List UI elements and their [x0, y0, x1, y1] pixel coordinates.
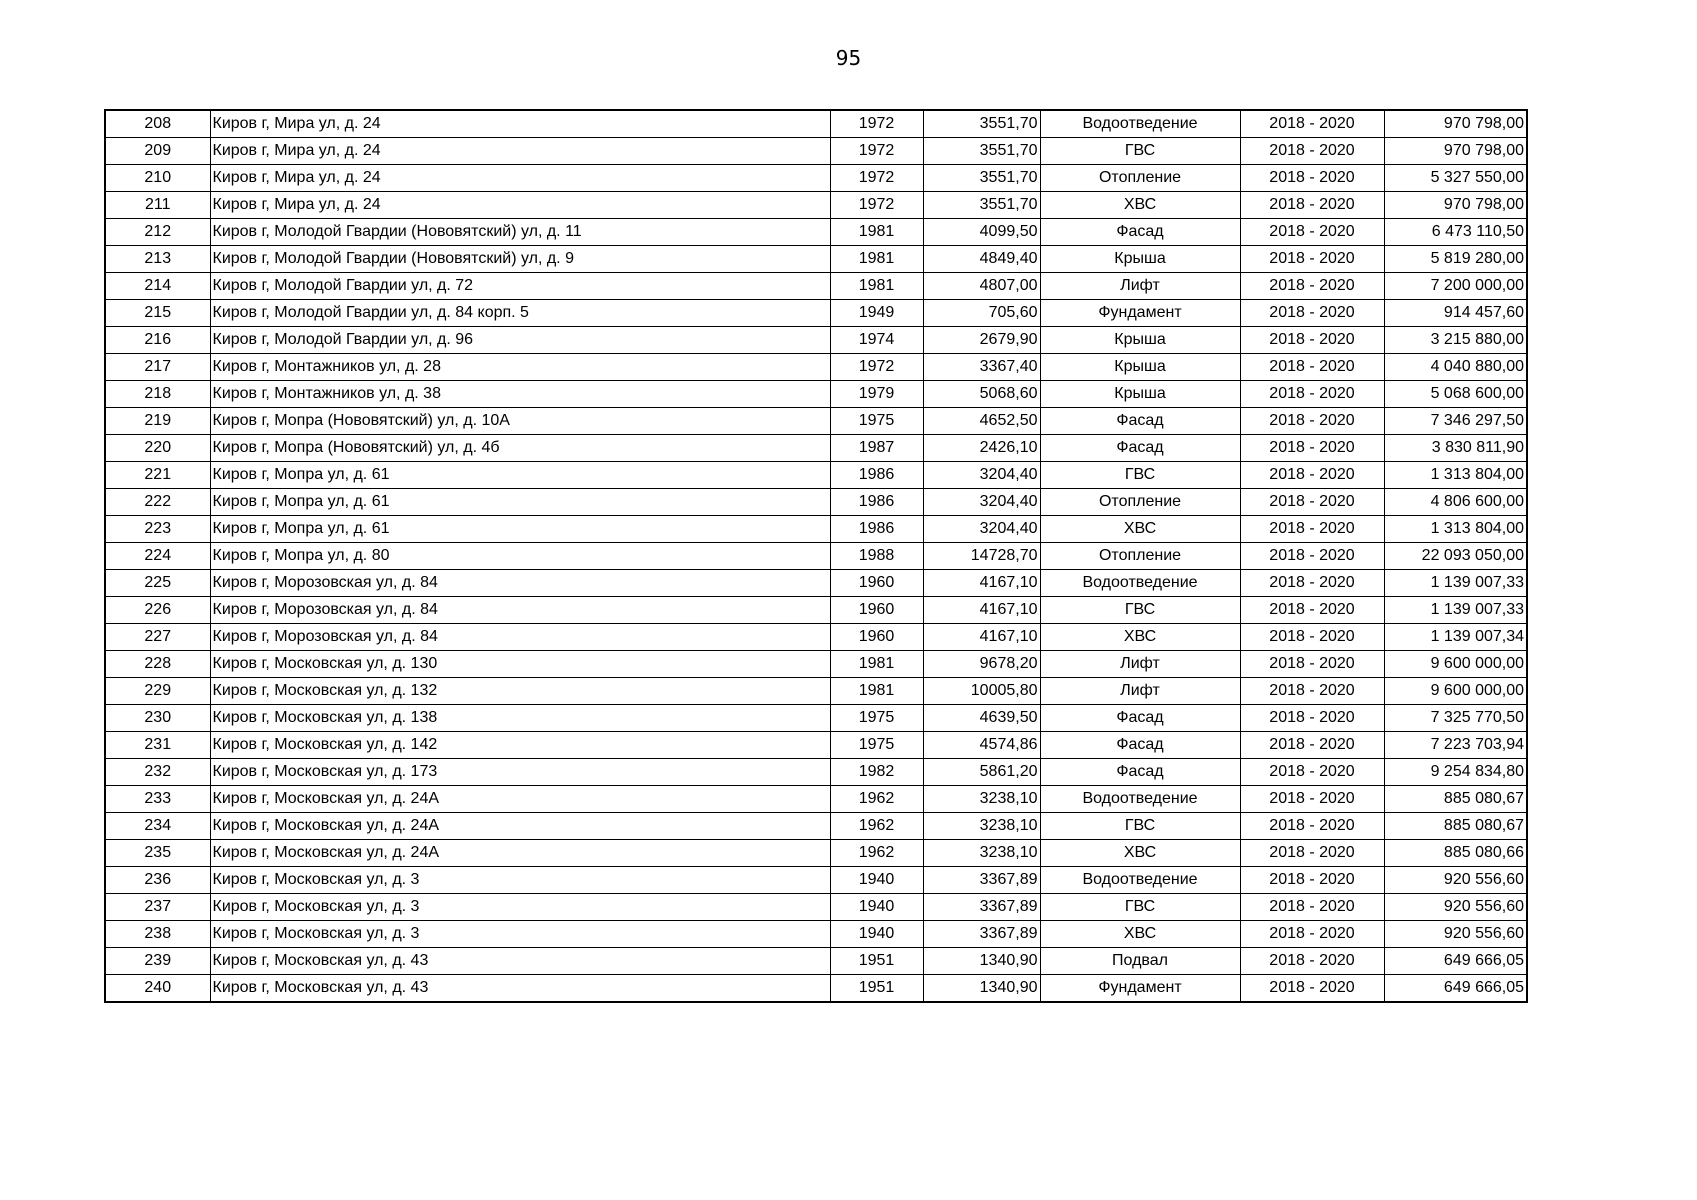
year-built-cell: 1975 [830, 705, 923, 732]
row-number-cell: 219 [105, 408, 210, 435]
year-built-cell: 1975 [830, 732, 923, 759]
row-number-cell: 235 [105, 840, 210, 867]
year-built-cell: 1974 [830, 327, 923, 354]
address-cell: Киров г, Мопра ул, д. 61 [210, 489, 830, 516]
table-row [105, 975, 1527, 1003]
row-number-cell: 211 [105, 192, 210, 219]
address-cell: Киров г, Московская ул, д. 138 [210, 705, 830, 732]
row-number-cell: 221 [105, 462, 210, 489]
year-built-cell: 1981 [830, 678, 923, 705]
table-row [105, 867, 1527, 894]
area-cell: 4639,50 [923, 705, 1040, 732]
year-built-cell: 1982 [830, 759, 923, 786]
row-number-cell: 240 [105, 975, 210, 1003]
work-type-cell: ХВС [1040, 516, 1240, 543]
period-cell: 2018 - 2020 [1240, 786, 1384, 813]
table-row [105, 246, 1527, 273]
work-type-cell: Водоотведение [1040, 786, 1240, 813]
period-cell: 2018 - 2020 [1240, 570, 1384, 597]
period-cell: 2018 - 2020 [1240, 381, 1384, 408]
table-row [105, 435, 1527, 462]
address-cell: Киров г, Морозовская ул, д. 84 [210, 597, 830, 624]
row-number-cell: 222 [105, 489, 210, 516]
cost-cell: 885 080,66 [1384, 840, 1527, 867]
year-built-cell: 1981 [830, 273, 923, 300]
row-number-cell: 227 [105, 624, 210, 651]
table-row [105, 543, 1527, 570]
work-type-cell: Фасад [1040, 759, 1240, 786]
address-cell: Киров г, Мира ул, д. 24 [210, 192, 830, 219]
cost-cell: 9 254 834,80 [1384, 759, 1527, 786]
work-type-cell: Подвал [1040, 948, 1240, 975]
table-row [105, 300, 1527, 327]
year-built-cell: 1972 [830, 110, 923, 138]
address-cell: Киров г, Монтажников ул, д. 38 [210, 381, 830, 408]
work-type-cell: ГВС [1040, 894, 1240, 921]
work-type-cell: Отопление [1040, 165, 1240, 192]
table-row [105, 408, 1527, 435]
area-cell: 3367,89 [923, 894, 1040, 921]
address-cell: Киров г, Мира ул, д. 24 [210, 110, 830, 138]
cost-cell: 920 556,60 [1384, 921, 1527, 948]
row-number-cell: 210 [105, 165, 210, 192]
cost-cell: 7 346 297,50 [1384, 408, 1527, 435]
page-number: 95 [835, 46, 862, 70]
year-built-cell: 1986 [830, 462, 923, 489]
area-cell: 3204,40 [923, 516, 1040, 543]
year-built-cell: 1951 [830, 948, 923, 975]
table-row [105, 705, 1527, 732]
cost-cell: 9 600 000,00 [1384, 678, 1527, 705]
cost-cell: 1 313 804,00 [1384, 462, 1527, 489]
row-number-cell: 216 [105, 327, 210, 354]
year-built-cell: 1981 [830, 219, 923, 246]
table-row [105, 597, 1527, 624]
period-cell: 2018 - 2020 [1240, 894, 1384, 921]
cost-cell: 970 798,00 [1384, 192, 1527, 219]
work-type-cell: Крыша [1040, 246, 1240, 273]
area-cell: 2679,90 [923, 327, 1040, 354]
address-cell: Киров г, Мопра ул, д. 61 [210, 462, 830, 489]
period-cell: 2018 - 2020 [1240, 489, 1384, 516]
area-cell: 3551,70 [923, 138, 1040, 165]
area-cell: 3551,70 [923, 165, 1040, 192]
address-cell: Киров г, Московская ул, д. 3 [210, 894, 830, 921]
work-type-cell: ГВС [1040, 462, 1240, 489]
area-cell: 4574,86 [923, 732, 1040, 759]
address-cell: Киров г, Московская ул, д. 24А [210, 840, 830, 867]
cost-cell: 1 139 007,33 [1384, 597, 1527, 624]
period-cell: 2018 - 2020 [1240, 165, 1384, 192]
address-cell: Киров г, Московская ул, д. 130 [210, 651, 830, 678]
address-cell: Киров г, Молодой Гвардии ул, д. 96 [210, 327, 830, 354]
address-cell: Киров г, Мопра (Нововятский) ул, д. 4б [210, 435, 830, 462]
period-cell: 2018 - 2020 [1240, 435, 1384, 462]
work-type-cell: Крыша [1040, 354, 1240, 381]
table-row [105, 921, 1527, 948]
year-built-cell: 1960 [830, 570, 923, 597]
cost-cell: 7 200 000,00 [1384, 273, 1527, 300]
cost-cell: 6 473 110,50 [1384, 219, 1527, 246]
address-cell: Киров г, Московская ул, д. 132 [210, 678, 830, 705]
work-type-cell: Отопление [1040, 543, 1240, 570]
year-built-cell: 1940 [830, 867, 923, 894]
cost-cell: 7 325 770,50 [1384, 705, 1527, 732]
cost-cell: 3 215 880,00 [1384, 327, 1527, 354]
table-row [105, 840, 1527, 867]
cost-cell: 1 139 007,34 [1384, 624, 1527, 651]
year-built-cell: 1986 [830, 489, 923, 516]
table-row [105, 570, 1527, 597]
table-row [105, 327, 1527, 354]
year-built-cell: 1960 [830, 624, 923, 651]
year-built-cell: 1988 [830, 543, 923, 570]
address-cell: Киров г, Молодой Гвардии ул, д. 72 [210, 273, 830, 300]
table-row [105, 138, 1527, 165]
row-number-cell: 208 [105, 110, 210, 138]
row-number-cell: 234 [105, 813, 210, 840]
period-cell: 2018 - 2020 [1240, 462, 1384, 489]
year-built-cell: 1986 [830, 516, 923, 543]
row-number-cell: 209 [105, 138, 210, 165]
table-row [105, 516, 1527, 543]
row-number-cell: 238 [105, 921, 210, 948]
period-cell: 2018 - 2020 [1240, 543, 1384, 570]
period-cell: 2018 - 2020 [1240, 705, 1384, 732]
address-cell: Киров г, Московская ул, д. 43 [210, 948, 830, 975]
year-built-cell: 1949 [830, 300, 923, 327]
period-cell: 2018 - 2020 [1240, 354, 1384, 381]
address-cell: Киров г, Молодой Гвардии (Нововятский) ул, д. 11 [210, 219, 830, 246]
table-row [105, 381, 1527, 408]
area-cell: 3367,89 [923, 867, 1040, 894]
year-built-cell: 1979 [830, 381, 923, 408]
table-row [105, 948, 1527, 975]
year-built-cell: 1951 [830, 975, 923, 1003]
work-type-cell: Водоотведение [1040, 110, 1240, 138]
work-type-cell: Водоотведение [1040, 867, 1240, 894]
table-row [105, 651, 1527, 678]
area-cell: 4167,10 [923, 570, 1040, 597]
address-cell: Киров г, Мира ул, д. 24 [210, 165, 830, 192]
row-number-cell: 229 [105, 678, 210, 705]
work-type-cell: Лифт [1040, 651, 1240, 678]
period-cell: 2018 - 2020 [1240, 921, 1384, 948]
year-built-cell: 1962 [830, 840, 923, 867]
period-cell: 2018 - 2020 [1240, 813, 1384, 840]
address-cell: Киров г, Мира ул, д. 24 [210, 138, 830, 165]
area-cell: 5068,60 [923, 381, 1040, 408]
row-number-cell: 217 [105, 354, 210, 381]
area-cell: 3238,10 [923, 813, 1040, 840]
cost-cell: 22 093 050,00 [1384, 543, 1527, 570]
cost-cell: 649 666,05 [1384, 975, 1527, 1003]
row-number-cell: 225 [105, 570, 210, 597]
table-row [105, 219, 1527, 246]
period-cell: 2018 - 2020 [1240, 840, 1384, 867]
work-type-cell: ГВС [1040, 138, 1240, 165]
row-number-cell: 237 [105, 894, 210, 921]
row-number-cell: 236 [105, 867, 210, 894]
cost-cell: 9 600 000,00 [1384, 651, 1527, 678]
cost-cell: 4 806 600,00 [1384, 489, 1527, 516]
cost-cell: 1 313 804,00 [1384, 516, 1527, 543]
row-number-cell: 223 [105, 516, 210, 543]
cost-cell: 914 457,60 [1384, 300, 1527, 327]
area-cell: 4167,10 [923, 597, 1040, 624]
area-cell: 3238,10 [923, 840, 1040, 867]
table-row [105, 165, 1527, 192]
period-cell: 2018 - 2020 [1240, 408, 1384, 435]
year-built-cell: 1940 [830, 921, 923, 948]
cost-cell: 970 798,00 [1384, 138, 1527, 165]
period-cell: 2018 - 2020 [1240, 624, 1384, 651]
year-built-cell: 1972 [830, 138, 923, 165]
work-type-cell: Крыша [1040, 381, 1240, 408]
area-cell: 14728,70 [923, 543, 1040, 570]
area-cell: 3367,40 [923, 354, 1040, 381]
period-cell: 2018 - 2020 [1240, 732, 1384, 759]
address-cell: Киров г, Монтажников ул, д. 28 [210, 354, 830, 381]
address-cell: Киров г, Мопра ул, д. 80 [210, 543, 830, 570]
row-number-cell: 239 [105, 948, 210, 975]
period-cell: 2018 - 2020 [1240, 273, 1384, 300]
cost-cell: 1 139 007,33 [1384, 570, 1527, 597]
area-cell: 4807,00 [923, 273, 1040, 300]
table-row [105, 732, 1527, 759]
work-type-cell: Отопление [1040, 489, 1240, 516]
cost-cell: 5 068 600,00 [1384, 381, 1527, 408]
work-type-cell: Фасад [1040, 408, 1240, 435]
area-cell: 4849,40 [923, 246, 1040, 273]
table-row [105, 489, 1527, 516]
table-row [105, 759, 1527, 786]
cost-cell: 920 556,60 [1384, 867, 1527, 894]
area-cell: 9678,20 [923, 651, 1040, 678]
row-number-cell: 213 [105, 246, 210, 273]
area-cell: 3367,89 [923, 921, 1040, 948]
address-cell: Киров г, Московская ул, д. 3 [210, 921, 830, 948]
period-cell: 2018 - 2020 [1240, 110, 1384, 138]
address-cell: Киров г, Московская ул, д. 173 [210, 759, 830, 786]
work-type-cell: ХВС [1040, 921, 1240, 948]
year-built-cell: 1960 [830, 597, 923, 624]
row-number-cell: 220 [105, 435, 210, 462]
work-type-cell: Лифт [1040, 273, 1240, 300]
year-built-cell: 1972 [830, 354, 923, 381]
cost-cell: 970 798,00 [1384, 110, 1527, 138]
year-built-cell: 1981 [830, 246, 923, 273]
address-cell: Киров г, Московская ул, д. 142 [210, 732, 830, 759]
row-number-cell: 212 [105, 219, 210, 246]
year-built-cell: 1981 [830, 651, 923, 678]
area-cell: 5861,20 [923, 759, 1040, 786]
repair-schedule-table [104, 109, 1528, 1003]
row-number-cell: 231 [105, 732, 210, 759]
table-row [105, 894, 1527, 921]
address-cell: Киров г, Мопра (Нововятский) ул, д. 10А [210, 408, 830, 435]
row-number-cell: 214 [105, 273, 210, 300]
period-cell: 2018 - 2020 [1240, 759, 1384, 786]
address-cell: Киров г, Мопра ул, д. 61 [210, 516, 830, 543]
address-cell: Киров г, Молодой Гвардии ул, д. 84 корп. 5 [210, 300, 830, 327]
area-cell: 2426,10 [923, 435, 1040, 462]
cost-cell: 649 666,05 [1384, 948, 1527, 975]
year-built-cell: 1962 [830, 813, 923, 840]
row-number-cell: 228 [105, 651, 210, 678]
year-built-cell: 1972 [830, 192, 923, 219]
work-type-cell: Фундамент [1040, 300, 1240, 327]
area-cell: 3551,70 [923, 110, 1040, 138]
address-cell: Киров г, Морозовская ул, д. 84 [210, 570, 830, 597]
row-number-cell: 218 [105, 381, 210, 408]
table-row [105, 110, 1527, 138]
area-cell: 4167,10 [923, 624, 1040, 651]
table-row [105, 813, 1527, 840]
address-cell: Киров г, Московская ул, д. 24А [210, 813, 830, 840]
address-cell: Киров г, Московская ул, д. 3 [210, 867, 830, 894]
period-cell: 2018 - 2020 [1240, 651, 1384, 678]
cost-cell: 5 819 280,00 [1384, 246, 1527, 273]
table-row [105, 624, 1527, 651]
period-cell: 2018 - 2020 [1240, 300, 1384, 327]
address-cell: Киров г, Московская ул, д. 24А [210, 786, 830, 813]
work-type-cell: Фасад [1040, 705, 1240, 732]
work-type-cell: Крыша [1040, 327, 1240, 354]
cost-cell: 3 830 811,90 [1384, 435, 1527, 462]
year-built-cell: 1940 [830, 894, 923, 921]
cost-cell: 920 556,60 [1384, 894, 1527, 921]
table-body [105, 110, 1527, 1002]
address-cell: Киров г, Молодой Гвардии (Нововятский) ул, д. 9 [210, 246, 830, 273]
table-row [105, 786, 1527, 813]
work-type-cell: ХВС [1040, 840, 1240, 867]
row-number-cell: 233 [105, 786, 210, 813]
period-cell: 2018 - 2020 [1240, 246, 1384, 273]
cost-cell: 7 223 703,94 [1384, 732, 1527, 759]
work-type-cell: Водоотведение [1040, 570, 1240, 597]
area-cell: 4099,50 [923, 219, 1040, 246]
year-built-cell: 1962 [830, 786, 923, 813]
period-cell: 2018 - 2020 [1240, 975, 1384, 1003]
row-number-cell: 230 [105, 705, 210, 732]
period-cell: 2018 - 2020 [1240, 219, 1384, 246]
area-cell: 1340,90 [923, 975, 1040, 1003]
table-row [105, 462, 1527, 489]
area-cell: 3238,10 [923, 786, 1040, 813]
area-cell: 10005,80 [923, 678, 1040, 705]
year-built-cell: 1975 [830, 408, 923, 435]
work-type-cell: ГВС [1040, 813, 1240, 840]
cost-cell: 885 080,67 [1384, 813, 1527, 840]
work-type-cell: ХВС [1040, 192, 1240, 219]
table-row [105, 273, 1527, 300]
period-cell: 2018 - 2020 [1240, 138, 1384, 165]
address-cell: Киров г, Московская ул, д. 43 [210, 975, 830, 1003]
period-cell: 2018 - 2020 [1240, 948, 1384, 975]
address-cell: Киров г, Морозовская ул, д. 84 [210, 624, 830, 651]
area-cell: 3204,40 [923, 489, 1040, 516]
work-type-cell: Фундамент [1040, 975, 1240, 1003]
period-cell: 2018 - 2020 [1240, 867, 1384, 894]
year-built-cell: 1987 [830, 435, 923, 462]
table-row [105, 354, 1527, 381]
work-type-cell: ГВС [1040, 597, 1240, 624]
work-type-cell: Лифт [1040, 678, 1240, 705]
row-number-cell: 215 [105, 300, 210, 327]
work-type-cell: Фасад [1040, 732, 1240, 759]
work-type-cell: Фасад [1040, 219, 1240, 246]
year-built-cell: 1972 [830, 165, 923, 192]
row-number-cell: 226 [105, 597, 210, 624]
work-type-cell: ХВС [1040, 624, 1240, 651]
area-cell: 705,60 [923, 300, 1040, 327]
table-row [105, 678, 1527, 705]
area-cell: 1340,90 [923, 948, 1040, 975]
period-cell: 2018 - 2020 [1240, 192, 1384, 219]
row-number-cell: 232 [105, 759, 210, 786]
period-cell: 2018 - 2020 [1240, 327, 1384, 354]
cost-cell: 885 080,67 [1384, 786, 1527, 813]
work-type-cell: Фасад [1040, 435, 1240, 462]
row-number-cell: 224 [105, 543, 210, 570]
area-cell: 4652,50 [923, 408, 1040, 435]
period-cell: 2018 - 2020 [1240, 678, 1384, 705]
area-cell: 3204,40 [923, 462, 1040, 489]
table-row [105, 192, 1527, 219]
period-cell: 2018 - 2020 [1240, 597, 1384, 624]
area-cell: 3551,70 [923, 192, 1040, 219]
period-cell: 2018 - 2020 [1240, 516, 1384, 543]
cost-cell: 5 327 550,00 [1384, 165, 1527, 192]
cost-cell: 4 040 880,00 [1384, 354, 1527, 381]
